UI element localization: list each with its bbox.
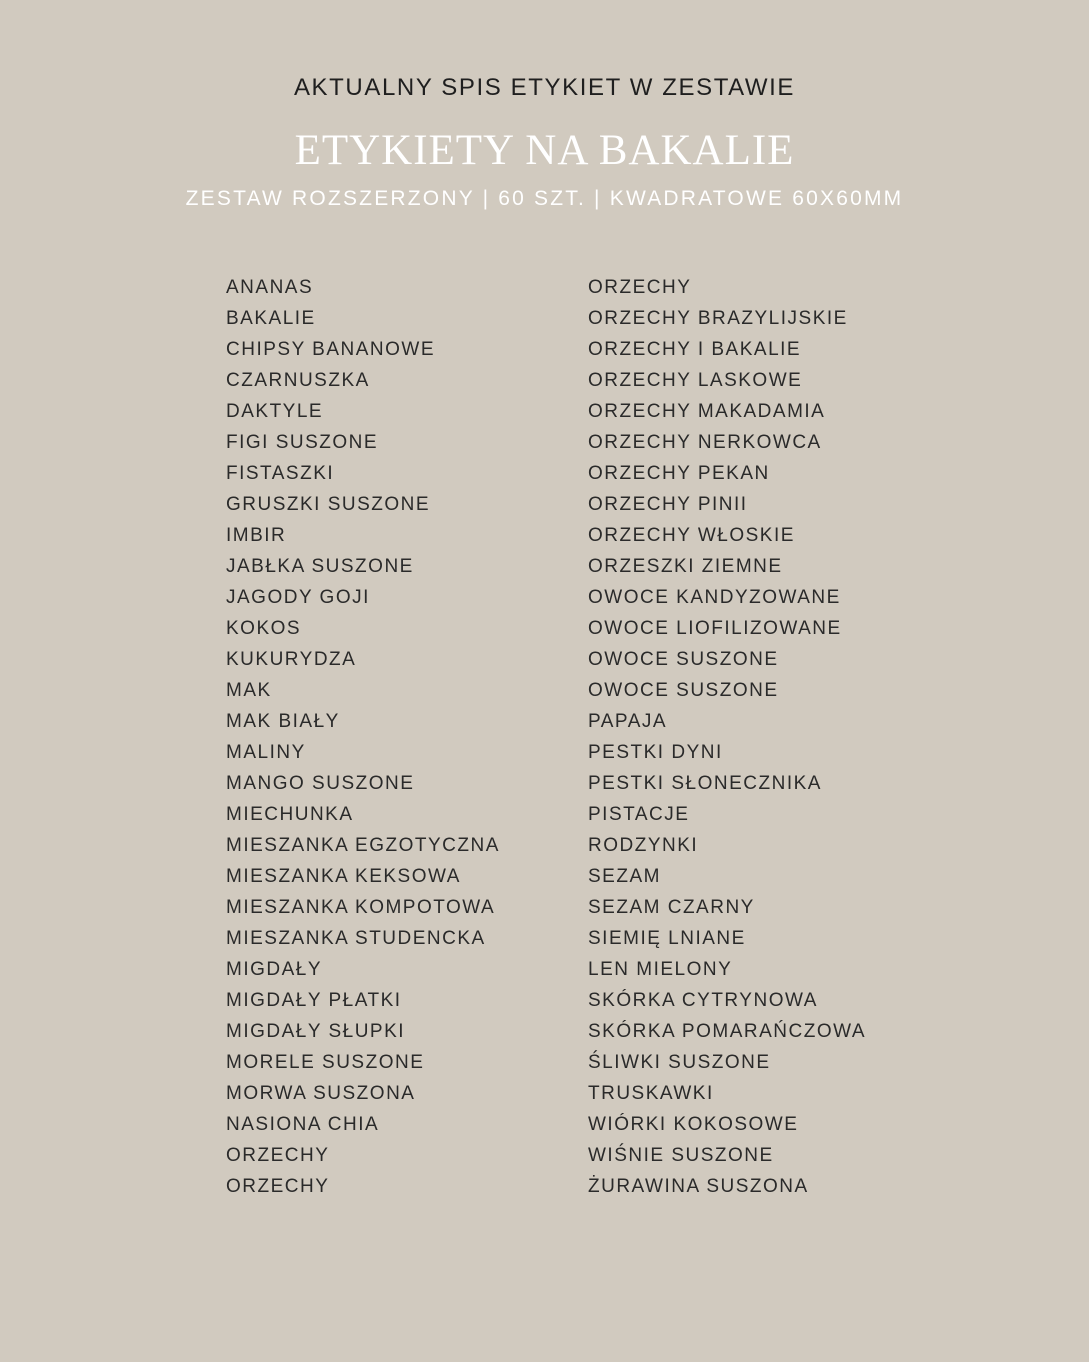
label-item: JABŁKA SUSZONE bbox=[226, 556, 414, 577]
label-item: ŻURAWINA SUSZONA bbox=[588, 1176, 809, 1197]
label-item: MIESZANKA KEKSOWA bbox=[226, 866, 461, 887]
label-item: OWOCE LIOFILIZOWANE bbox=[588, 618, 842, 639]
label-list-left bbox=[226, 272, 500, 1202]
label-item: SKÓRKA CYTRYNOWA bbox=[588, 990, 818, 1011]
label-item: PAPAJA bbox=[588, 711, 668, 732]
document-subtitle: AKTUALNY SPIS ETYKIET W ZESTAWIE bbox=[293, 74, 796, 101]
label-item: NASIONA CHIA bbox=[226, 1114, 380, 1135]
label-item: ORZECHY bbox=[588, 277, 692, 298]
label-item: MIESZANKA EGZOTYCZNA bbox=[226, 835, 500, 856]
label-item: KUKURYDZA bbox=[226, 649, 357, 670]
label-list-right bbox=[588, 272, 866, 1202]
label-item: MIESZANKA KOMPOTOWA bbox=[226, 897, 496, 918]
label-item: MIGDAŁY bbox=[226, 959, 323, 980]
label-item: ORZECHY bbox=[226, 1145, 330, 1166]
label-item: FIGI SUSZONE bbox=[226, 432, 379, 453]
label-item: SEZAM bbox=[588, 866, 661, 887]
label-item: PESTKI DYNI bbox=[588, 742, 723, 763]
label-item: TRUSKAWKI bbox=[588, 1083, 714, 1104]
label-item: ŚLIWKI SUSZONE bbox=[588, 1052, 771, 1073]
label-item: MIESZANKA STUDENCKA bbox=[226, 928, 486, 949]
label-item: PESTKI SŁONECZNIKA bbox=[588, 773, 822, 794]
label-item: FISTASZKI bbox=[226, 463, 335, 484]
label-item: MIGDAŁY PŁATKI bbox=[226, 990, 402, 1011]
label-item: MIGDAŁY SŁUPKI bbox=[226, 1021, 406, 1042]
label-item: MANGO SUSZONE bbox=[226, 773, 415, 794]
label-item: MORWA SUSZONA bbox=[226, 1083, 416, 1104]
label-item: IMBIR bbox=[226, 525, 287, 546]
label-item: ORZECHY MAKADAMIA bbox=[588, 401, 826, 422]
label-item: ORZECHY LASKOWE bbox=[588, 370, 803, 391]
label-item: MAK bbox=[226, 680, 272, 701]
label-item: OWOCE SUSZONE bbox=[588, 649, 779, 670]
set-info: ZESTAW ROZSZERZONY | 60 SZT. | KWADRATOWE 60X60MM bbox=[185, 187, 904, 210]
label-item: KOKOS bbox=[226, 618, 302, 639]
label-item: ORZECHY NERKOWCA bbox=[588, 432, 822, 453]
label-item: ORZECHY I BAKALIE bbox=[588, 339, 802, 360]
label-item: ORZECHY PEKAN bbox=[588, 463, 770, 484]
label-item: WIÓRKI KOKOSOWE bbox=[588, 1114, 799, 1135]
label-item: ORZECHY BRAZYLIJSKIE bbox=[588, 308, 848, 329]
label-item: WIŚNIE SUSZONE bbox=[588, 1145, 774, 1166]
label-item: SIEMIĘ LNIANE bbox=[588, 928, 746, 949]
label-item: CZARNUSZKA bbox=[226, 370, 370, 391]
label-item: CHIPSY BANANOWE bbox=[226, 339, 436, 360]
label-item: MIECHUNKA bbox=[226, 804, 354, 825]
document-title: ETYKIETY NA BAKALIE bbox=[294, 127, 795, 174]
label-item: PISTACJE bbox=[588, 804, 690, 825]
label-item: MALINY bbox=[226, 742, 306, 763]
label-item: JAGODY GOJI bbox=[226, 587, 370, 608]
label-item: MAK BIAŁY bbox=[226, 711, 340, 732]
label-item: ORZESZKI ZIEMNE bbox=[588, 556, 783, 577]
label-item: BAKALIE bbox=[226, 308, 316, 329]
label-item: ORZECHY WŁOSKIE bbox=[588, 525, 795, 546]
label-item: OWOCE SUSZONE bbox=[588, 680, 779, 701]
label-item: GRUSZKI SUSZONE bbox=[226, 494, 431, 515]
label-item: SKÓRKA POMARAŃCZOWA bbox=[588, 1021, 866, 1042]
label-item: ANANAS bbox=[226, 277, 314, 298]
label-item: DAKTYLE bbox=[226, 401, 324, 422]
label-item: ORZECHY PINII bbox=[588, 494, 748, 515]
label-item: LEN MIELONY bbox=[588, 959, 733, 980]
label-item: SEZAM CZARNY bbox=[588, 897, 755, 918]
label-item: RODZYNKI bbox=[588, 835, 699, 856]
label-item: MORELE SUSZONE bbox=[226, 1052, 425, 1073]
label-item: ORZECHY bbox=[226, 1176, 330, 1197]
label-item: OWOCE KANDYZOWANE bbox=[588, 587, 841, 608]
